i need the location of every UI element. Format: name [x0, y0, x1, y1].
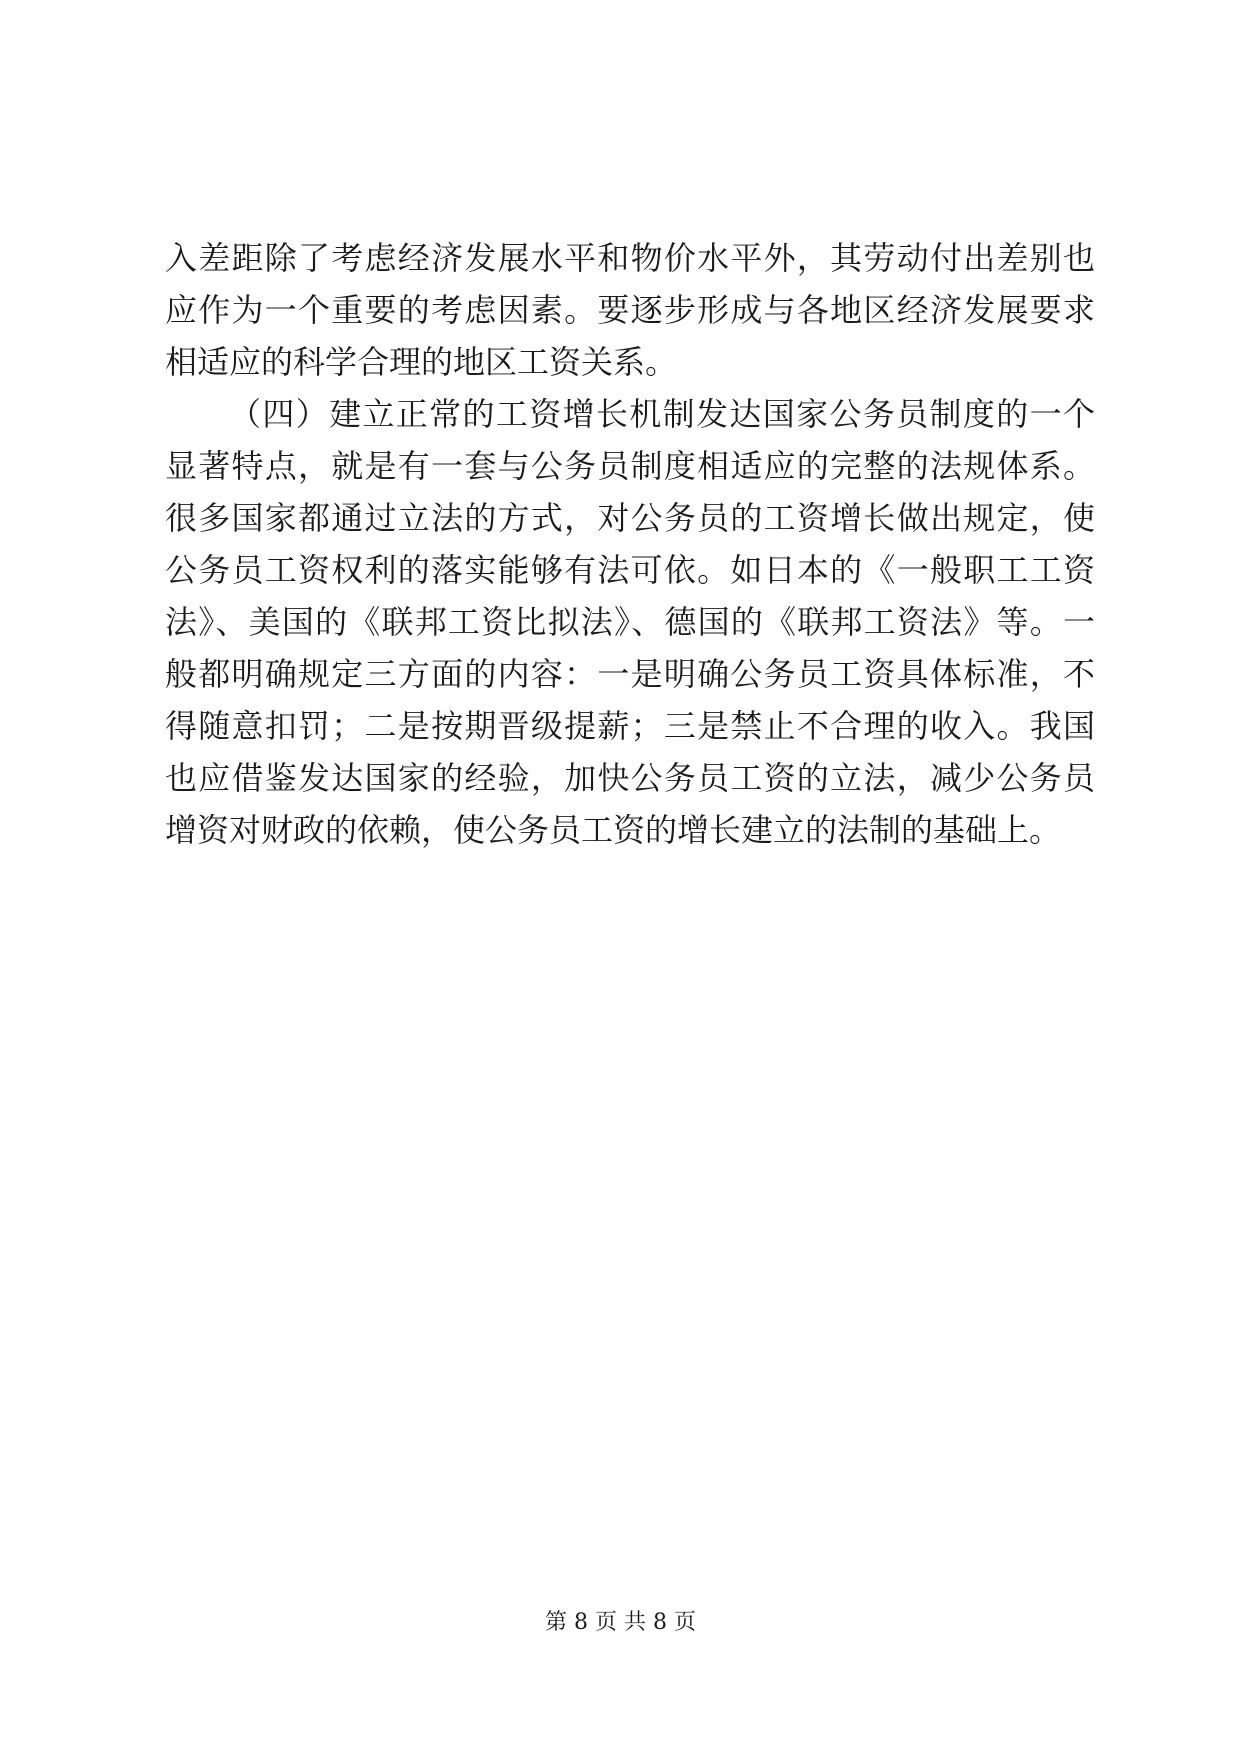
paragraph-2-line-9: 增资对财政的依赖，使公务员工资的增长建立的法制的基础上。: [165, 811, 1062, 849]
page-number-footer: 第 8 页 共 8 页: [545, 1610, 696, 1635]
paragraph-2-line-6: 般都明确规定三方面的内容：一是明确公务员工资具体标准，不: [165, 655, 1095, 693]
paragraph-1-line-1: 入差距除了考虑经济发展水平和物价水平外，其劳动付出差别也: [165, 239, 1095, 277]
paragraph-1-line-2: 应作为一个重要的考虑因素。要逐步形成与各地区经济发展要求: [165, 291, 1095, 329]
paragraph-1-line-3: 相适应的科学合理的地区工资关系。: [165, 343, 678, 381]
document-body: [165, 232, 1095, 856]
paragraph-2-line-4: 公务员工资权利的落实能够有法可依。如日本的《一般职工工资: [165, 551, 1095, 589]
paragraph-2-line-1: （四）建立正常的工资增长机制发达国家公务员制度的一个: [229, 395, 1095, 433]
paragraph-2-line-3: 很多国家都通过立法的方式，对公务员的工资增长做出规定，使: [165, 499, 1095, 537]
paragraph-2-line-5: 法》、美国的《联邦工资比拟法》、德国的《联邦工资法》等。一: [165, 603, 1095, 641]
paragraph-2-line-7: 得随意扣罚；二是按期晋级提薪；三是禁止不合理的收入。我国: [165, 707, 1095, 745]
paragraph-2-line-2: 显著特点，就是有一套与公务员制度相适应的完整的法规体系。: [165, 447, 1095, 485]
paragraph-2-line-8: 也应借鉴发达国家的经验，加快公务员工资的立法，减少公务员: [165, 759, 1095, 797]
